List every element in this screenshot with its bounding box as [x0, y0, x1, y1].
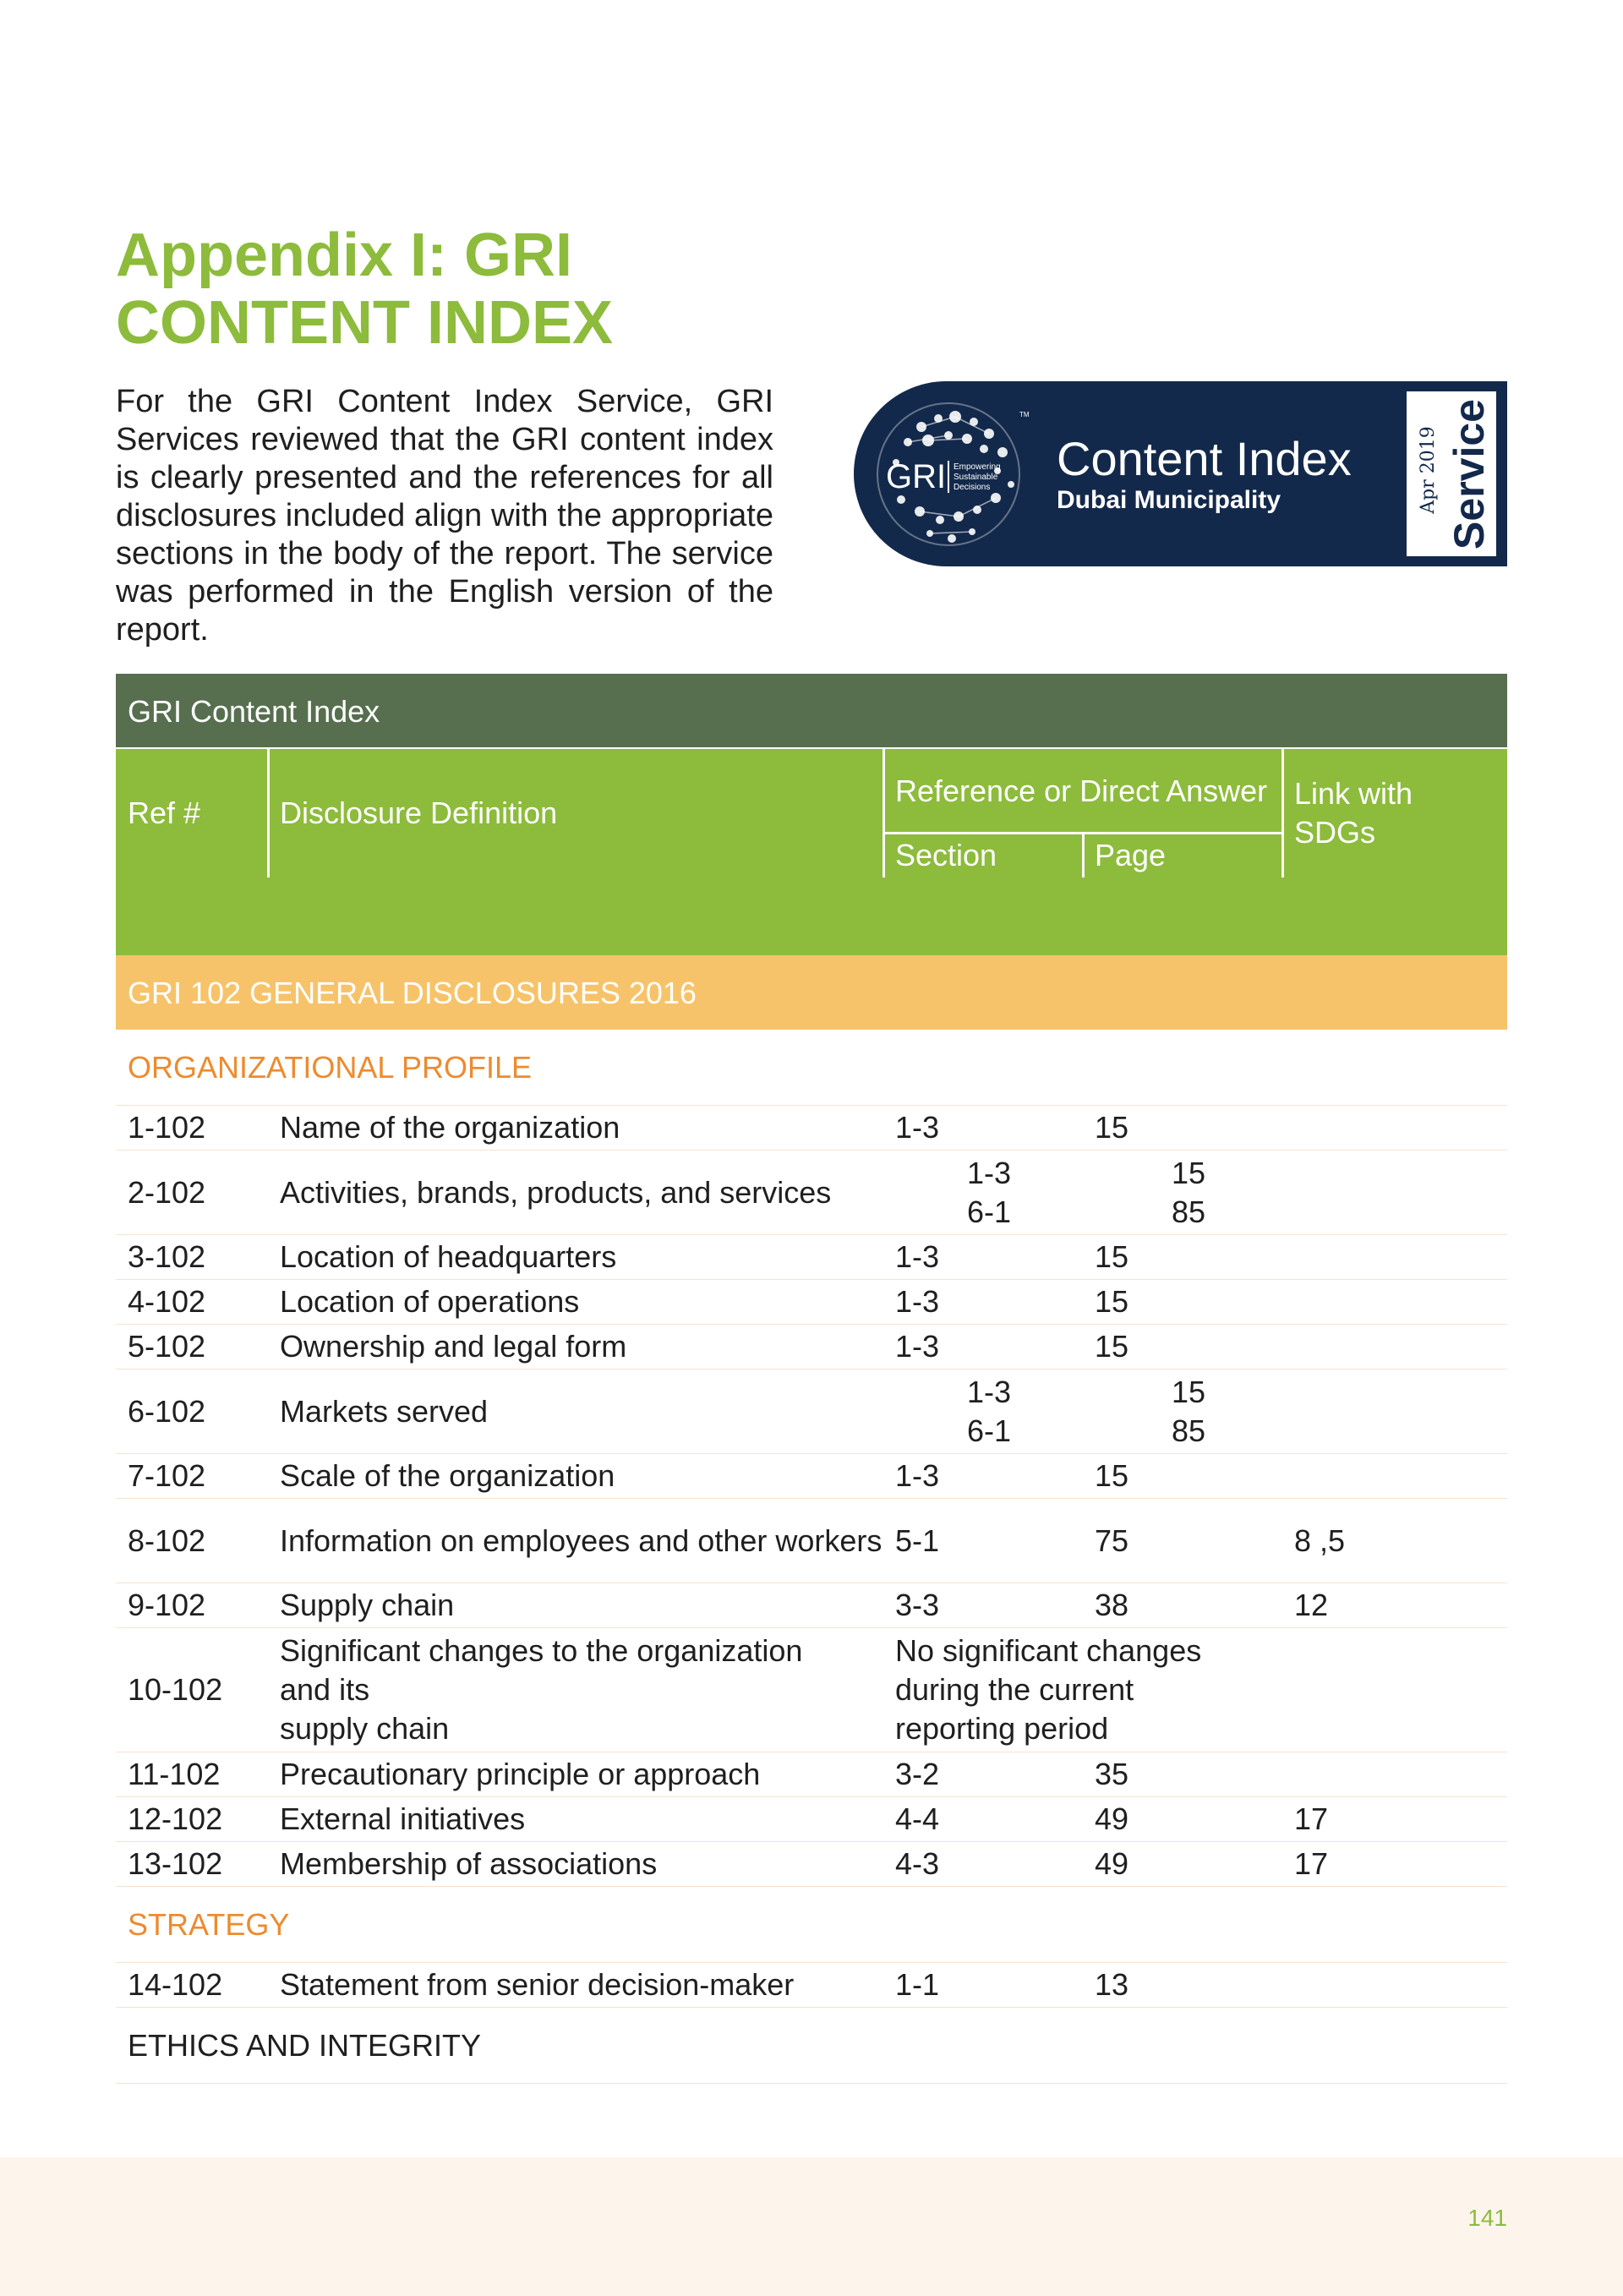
- gri-globe-logo-icon: [871, 393, 1040, 554]
- svg-text:Empowering Sustainable: [954, 462, 1003, 492]
- header-sdgs: Link with SDGs: [1294, 776, 1413, 850]
- gri-service-badge: [854, 381, 1507, 566]
- table-row: 8-102 Information on employees and other workers 5-1 75 8 ,5: [116, 1499, 1507, 1583]
- footer-band: [0, 2157, 1623, 2296]
- table-row: 12-102 External initiatives 4-4 49 17: [116, 1797, 1507, 1842]
- badge-service: Service: [1445, 399, 1493, 549]
- gri-content-index-table: [116, 674, 1507, 2084]
- table-row: 9-102 Supply chain 3-3 38 12: [116, 1583, 1507, 1628]
- badge-title: Content Index: [1057, 432, 1352, 485]
- section-organizational-profile: ORGANIZATIONAL PROFILE: [116, 1030, 1507, 1106]
- gri-tagline-3: Decisions: [954, 483, 991, 492]
- badge-date-box: [1407, 391, 1496, 556]
- page-title: [116, 221, 613, 357]
- table-row: 4-102 Location of operations 1-3 15: [116, 1280, 1507, 1325]
- table-row: 5-102 Ownership and legal form 1-3 15: [116, 1325, 1507, 1369]
- header-reference: Reference or Direct Answer: [895, 774, 1268, 808]
- table-row: 14-102 Statement from senior decision-maker 1-1 13: [116, 1963, 1507, 2008]
- gri-tagline-2: Sustainable: [954, 473, 998, 482]
- table-row: 13-102 Membership of associations 4-3 49 17: [116, 1842, 1507, 1887]
- table-row: 7-102 Scale of the organization 1-3 15: [116, 1454, 1507, 1499]
- badge-subtitle: Dubai Municipality: [1057, 486, 1281, 514]
- table-row: 1-102 Name of the organization 1-3 15: [116, 1106, 1507, 1151]
- table-row: 10-102 Significant changes to the organization and its supply chain No significant changes during the current reporting period: [116, 1628, 1507, 1752]
- table-row: 11-102 Precautionary principle or approach 3-2 35: [116, 1752, 1507, 1797]
- header-section: Section: [895, 838, 997, 872]
- badge-date: Apr 2019: [1418, 426, 1439, 514]
- section-ethics-integrity: ETHICS AND INTEGRITY: [116, 2008, 1507, 2084]
- gri-tm-mark: TM: [1019, 411, 1030, 418]
- intro-paragraph: For the GRI Content Index Service, GRI Services reviewed that the GRI content index is clearly presented and the references for all disclosures included align with the appropriate sections in the body of the report. The service was performed in the English version of the report.: [116, 384, 773, 648]
- table-caption: GRI Content Index: [116, 674, 1507, 749]
- header-definition: Disclosure Definition: [280, 795, 558, 830]
- table-row: 2-102 Activities, brands, products, and services 1-3 6-1 15 85: [116, 1151, 1507, 1235]
- table-row: 3-102 Location of headquarters 1-3 15: [116, 1235, 1507, 1280]
- header-page: Page: [1095, 838, 1167, 872]
- table-row: 6-102 Markets served 1-3 6-1 15 85: [116, 1369, 1507, 1454]
- gri-logo-text: GRI: [886, 458, 947, 495]
- gri-tagline-1: Empowering: [954, 462, 1001, 472]
- page-number: 141: [1467, 2205, 1507, 2231]
- table-header: [116, 749, 1507, 955]
- title-line-1: Appendix I: GRI: [116, 221, 572, 289]
- header-ref: Ref #: [128, 795, 201, 830]
- section-strategy: STRATEGY: [116, 1887, 1507, 1963]
- title-line-2: CONTENT INDEX: [116, 289, 614, 357]
- band-gri-102: GRI 102 GENERAL DISCLOSURES 2016: [116, 954, 1507, 1030]
